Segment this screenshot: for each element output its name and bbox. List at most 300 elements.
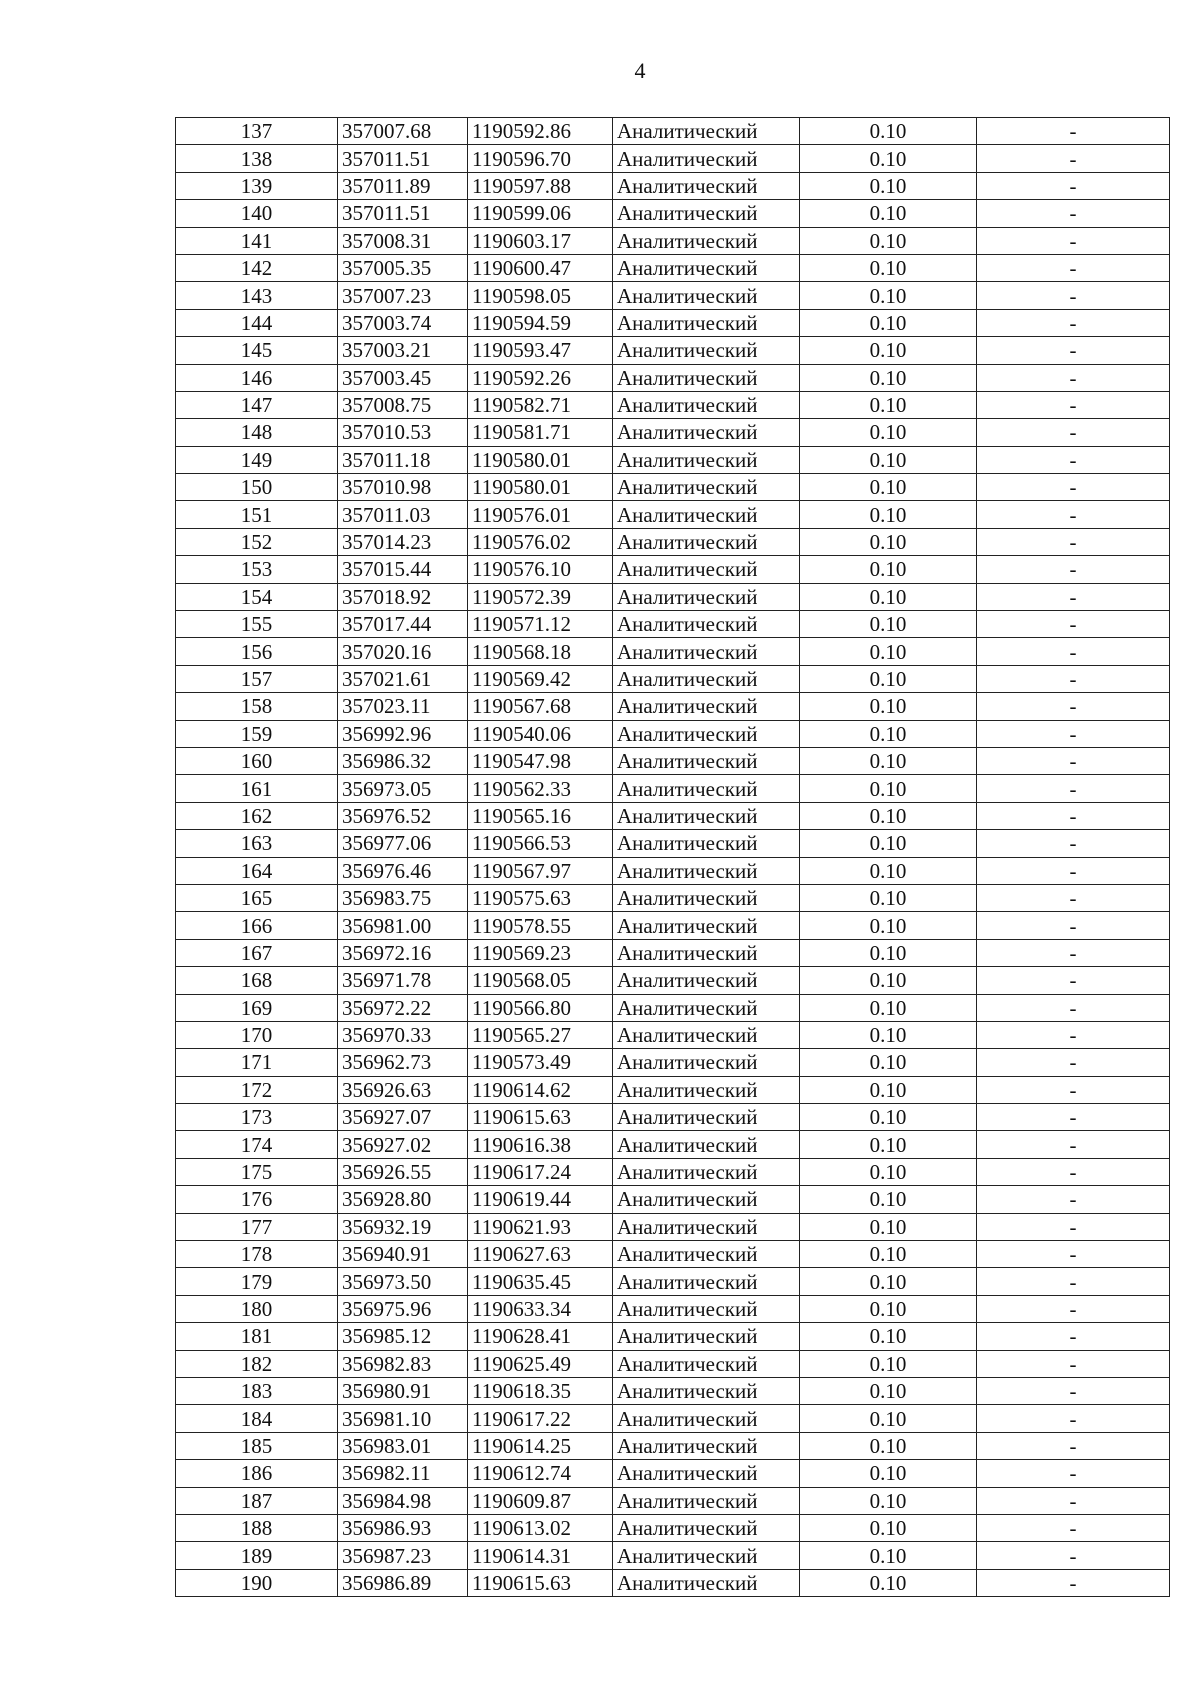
x-coordinate-cell: 356982.11 [338,1460,468,1487]
accuracy-cell: 0.10 [800,884,977,911]
description-cell: - [977,556,1170,583]
accuracy-cell: 0.10 [800,1241,977,1268]
description-cell: - [977,528,1170,555]
description-cell: - [977,720,1170,747]
y-coordinate-cell: 1190603.17 [468,227,613,254]
point-number-cell: 138 [176,145,338,172]
y-coordinate-cell: 1190540.06 [468,720,613,747]
point-number-cell: 189 [176,1542,338,1569]
accuracy-cell: 0.10 [800,1323,977,1350]
x-coordinate-cell: 356981.10 [338,1405,468,1432]
y-coordinate-cell: 1190597.88 [468,172,613,199]
accuracy-cell: 0.10 [800,939,977,966]
table-row [176,1295,1170,1322]
x-coordinate-cell: 357011.18 [338,446,468,473]
description-cell: - [977,1104,1170,1131]
method-cell: Аналитический [613,884,800,911]
method-cell: Аналитический [613,1295,800,1322]
table-row [176,1487,1170,1514]
point-number-cell: 155 [176,611,338,638]
y-coordinate-cell: 1190581.71 [468,419,613,446]
method-cell: Аналитический [613,1432,800,1459]
y-coordinate-cell: 1190592.26 [468,364,613,391]
y-coordinate-cell: 1190635.45 [468,1268,613,1295]
description-cell: - [977,172,1170,199]
method-cell: Аналитический [613,802,800,829]
x-coordinate-cell: 356926.55 [338,1158,468,1185]
point-number-cell: 159 [176,720,338,747]
x-coordinate-cell: 357011.51 [338,200,468,227]
x-coordinate-cell: 357021.61 [338,665,468,692]
description-cell: - [977,912,1170,939]
x-coordinate-cell: 357011.03 [338,501,468,528]
y-coordinate-cell: 1190625.49 [468,1350,613,1377]
table-row [176,118,1170,145]
point-number-cell: 185 [176,1432,338,1459]
method-cell: Аналитический [613,1460,800,1487]
table-row [176,802,1170,829]
point-number-cell: 169 [176,994,338,1021]
description-cell: - [977,1460,1170,1487]
description-cell: - [977,1076,1170,1103]
method-cell: Аналитический [613,967,800,994]
y-coordinate-cell: 1190614.31 [468,1542,613,1569]
point-number-cell: 164 [176,857,338,884]
table-body [176,118,1170,1597]
description-cell: - [977,802,1170,829]
method-cell: Аналитический [613,638,800,665]
y-coordinate-cell: 1190628.41 [468,1323,613,1350]
table-row [176,1186,1170,1213]
description-cell: - [977,611,1170,638]
description-cell: - [977,1021,1170,1048]
accuracy-cell: 0.10 [800,556,977,583]
description-cell: - [977,967,1170,994]
table-row [176,994,1170,1021]
table-row [176,583,1170,610]
method-cell: Аналитический [613,474,800,501]
method-cell: Аналитический [613,1542,800,1569]
method-cell: Аналитический [613,693,800,720]
method-cell: Аналитический [613,282,800,309]
y-coordinate-cell: 1190594.59 [468,309,613,336]
table-row [176,309,1170,336]
point-number-cell: 178 [176,1241,338,1268]
point-number-cell: 154 [176,583,338,610]
table-row [176,528,1170,555]
x-coordinate-cell: 356984.98 [338,1487,468,1514]
point-number-cell: 139 [176,172,338,199]
description-cell: - [977,1323,1170,1350]
point-number-cell: 166 [176,912,338,939]
table-row [176,1049,1170,1076]
method-cell: Аналитический [613,1405,800,1432]
point-number-cell: 182 [176,1350,338,1377]
table-row [176,638,1170,665]
method-cell: Аналитический [613,720,800,747]
table-row [176,391,1170,418]
point-number-cell: 190 [176,1569,338,1596]
table-row [176,1076,1170,1103]
description-cell: - [977,1268,1170,1295]
y-coordinate-cell: 1190580.01 [468,446,613,473]
table-row [176,1213,1170,1240]
accuracy-cell: 0.10 [800,912,977,939]
table-row [176,282,1170,309]
method-cell: Аналитический [613,309,800,336]
y-coordinate-cell: 1190615.63 [468,1104,613,1131]
accuracy-cell: 0.10 [800,364,977,391]
table-row [176,1323,1170,1350]
y-coordinate-cell: 1190582.71 [468,391,613,418]
method-cell: Аналитический [613,419,800,446]
method-cell: Аналитический [613,556,800,583]
point-number-cell: 168 [176,967,338,994]
accuracy-cell: 0.10 [800,967,977,994]
x-coordinate-cell: 356972.16 [338,939,468,966]
y-coordinate-cell: 1190573.49 [468,1049,613,1076]
table-row [176,1432,1170,1459]
x-coordinate-cell: 356992.96 [338,720,468,747]
method-cell: Аналитический [613,994,800,1021]
accuracy-cell: 0.10 [800,1432,977,1459]
description-cell: - [977,145,1170,172]
method-cell: Аналитический [613,1514,800,1541]
x-coordinate-cell: 357011.51 [338,145,468,172]
x-coordinate-cell: 356977.06 [338,830,468,857]
table-row [176,172,1170,199]
y-coordinate-cell: 1190614.25 [468,1432,613,1459]
y-coordinate-cell: 1190615.63 [468,1569,613,1596]
y-coordinate-cell: 1190580.01 [468,474,613,501]
accuracy-cell: 0.10 [800,747,977,774]
accuracy-cell: 0.10 [800,118,977,145]
point-number-cell: 141 [176,227,338,254]
y-coordinate-cell: 1190568.05 [468,967,613,994]
accuracy-cell: 0.10 [800,1186,977,1213]
description-cell: - [977,419,1170,446]
method-cell: Аналитический [613,1323,800,1350]
accuracy-cell: 0.10 [800,1350,977,1377]
accuracy-cell: 0.10 [800,611,977,638]
x-coordinate-cell: 357008.31 [338,227,468,254]
accuracy-cell: 0.10 [800,391,977,418]
description-cell: - [977,830,1170,857]
point-number-cell: 167 [176,939,338,966]
x-coordinate-cell: 356976.46 [338,857,468,884]
point-number-cell: 148 [176,419,338,446]
x-coordinate-cell: 356970.33 [338,1021,468,1048]
method-cell: Аналитический [613,1241,800,1268]
coordinates-table [175,117,1170,1597]
x-coordinate-cell: 356986.89 [338,1569,468,1596]
table-row [176,1569,1170,1596]
point-number-cell: 183 [176,1377,338,1404]
description-cell: - [977,200,1170,227]
method-cell: Аналитический [613,337,800,364]
x-coordinate-cell: 357023.11 [338,693,468,720]
point-number-cell: 146 [176,364,338,391]
accuracy-cell: 0.10 [800,528,977,555]
method-cell: Аналитический [613,254,800,281]
accuracy-cell: 0.10 [800,1460,977,1487]
method-cell: Аналитический [613,391,800,418]
point-number-cell: 150 [176,474,338,501]
point-number-cell: 179 [176,1268,338,1295]
accuracy-cell: 0.10 [800,775,977,802]
y-coordinate-cell: 1190578.55 [468,912,613,939]
table-row [176,556,1170,583]
y-coordinate-cell: 1190562.33 [468,775,613,802]
method-cell: Аналитический [613,1350,800,1377]
accuracy-cell: 0.10 [800,1021,977,1048]
accuracy-cell: 0.10 [800,1514,977,1541]
y-coordinate-cell: 1190596.70 [468,145,613,172]
table-row [176,1268,1170,1295]
point-number-cell: 147 [176,391,338,418]
y-coordinate-cell: 1190572.39 [468,583,613,610]
x-coordinate-cell: 356976.52 [338,802,468,829]
accuracy-cell: 0.10 [800,638,977,665]
x-coordinate-cell: 356987.23 [338,1542,468,1569]
description-cell: - [977,638,1170,665]
y-coordinate-cell: 1190576.02 [468,528,613,555]
table-row [176,364,1170,391]
y-coordinate-cell: 1190593.47 [468,337,613,364]
description-cell: - [977,118,1170,145]
point-number-cell: 140 [176,200,338,227]
description-cell: - [977,227,1170,254]
x-coordinate-cell: 356981.00 [338,912,468,939]
method-cell: Аналитический [613,1268,800,1295]
description-cell: - [977,583,1170,610]
x-coordinate-cell: 356983.75 [338,884,468,911]
method-cell: Аналитический [613,501,800,528]
accuracy-cell: 0.10 [800,802,977,829]
accuracy-cell: 0.10 [800,830,977,857]
point-number-cell: 175 [176,1158,338,1185]
description-cell: - [977,282,1170,309]
y-coordinate-cell: 1190619.44 [468,1186,613,1213]
point-number-cell: 160 [176,747,338,774]
method-cell: Аналитический [613,583,800,610]
table-row [176,1460,1170,1487]
y-coordinate-cell: 1190567.97 [468,857,613,884]
y-coordinate-cell: 1190592.86 [468,118,613,145]
y-coordinate-cell: 1190621.93 [468,1213,613,1240]
method-cell: Аналитический [613,939,800,966]
y-coordinate-cell: 1190617.22 [468,1405,613,1432]
accuracy-cell: 0.10 [800,474,977,501]
table-row [176,200,1170,227]
point-number-cell: 181 [176,1323,338,1350]
accuracy-cell: 0.10 [800,1076,977,1103]
accuracy-cell: 0.10 [800,1049,977,1076]
point-number-cell: 145 [176,337,338,364]
table-row [176,720,1170,747]
y-coordinate-cell: 1190612.74 [468,1460,613,1487]
table-row [176,1158,1170,1185]
y-coordinate-cell: 1190614.62 [468,1076,613,1103]
point-number-cell: 144 [176,309,338,336]
x-coordinate-cell: 357015.44 [338,556,468,583]
table-row [176,665,1170,692]
table-row [176,1350,1170,1377]
x-coordinate-cell: 356928.80 [338,1186,468,1213]
method-cell: Аналитический [613,611,800,638]
accuracy-cell: 0.10 [800,1295,977,1322]
y-coordinate-cell: 1190600.47 [468,254,613,281]
description-cell: - [977,1049,1170,1076]
method-cell: Аналитический [613,1487,800,1514]
table-row [176,747,1170,774]
description-cell: - [977,337,1170,364]
accuracy-cell: 0.10 [800,693,977,720]
description-cell: - [977,446,1170,473]
x-coordinate-cell: 357020.16 [338,638,468,665]
accuracy-cell: 0.10 [800,1405,977,1432]
x-coordinate-cell: 356973.05 [338,775,468,802]
accuracy-cell: 0.10 [800,419,977,446]
x-coordinate-cell: 356985.12 [338,1323,468,1350]
table-row [176,939,1170,966]
accuracy-cell: 0.10 [800,1487,977,1514]
y-coordinate-cell: 1190569.23 [468,939,613,966]
method-cell: Аналитический [613,1569,800,1596]
y-coordinate-cell: 1190567.68 [468,693,613,720]
description-cell: - [977,474,1170,501]
description-cell: - [977,1514,1170,1541]
point-number-cell: 151 [176,501,338,528]
x-coordinate-cell: 356986.32 [338,747,468,774]
x-coordinate-cell: 356927.02 [338,1131,468,1158]
y-coordinate-cell: 1190565.27 [468,1021,613,1048]
table-row [176,912,1170,939]
accuracy-cell: 0.10 [800,337,977,364]
description-cell: - [977,693,1170,720]
point-number-cell: 176 [176,1186,338,1213]
table-row [176,1241,1170,1268]
point-number-cell: 142 [176,254,338,281]
y-coordinate-cell: 1190627.63 [468,1241,613,1268]
point-number-cell: 162 [176,802,338,829]
point-number-cell: 143 [176,282,338,309]
method-cell: Аналитический [613,364,800,391]
x-coordinate-cell: 356973.50 [338,1268,468,1295]
y-coordinate-cell: 1190566.80 [468,994,613,1021]
point-number-cell: 172 [176,1076,338,1103]
point-number-cell: 177 [176,1213,338,1240]
x-coordinate-cell: 356975.96 [338,1295,468,1322]
description-cell: - [977,884,1170,911]
method-cell: Аналитический [613,857,800,884]
accuracy-cell: 0.10 [800,665,977,692]
method-cell: Аналитический [613,1131,800,1158]
x-coordinate-cell: 357007.68 [338,118,468,145]
x-coordinate-cell: 356982.83 [338,1350,468,1377]
y-coordinate-cell: 1190599.06 [468,200,613,227]
method-cell: Аналитический [613,200,800,227]
x-coordinate-cell: 357003.74 [338,309,468,336]
method-cell: Аналитический [613,528,800,555]
x-coordinate-cell: 356962.73 [338,1049,468,1076]
accuracy-cell: 0.10 [800,1268,977,1295]
x-coordinate-cell: 356980.91 [338,1377,468,1404]
x-coordinate-cell: 357010.98 [338,474,468,501]
y-coordinate-cell: 1190598.05 [468,282,613,309]
description-cell: - [977,939,1170,966]
method-cell: Аналитический [613,1076,800,1103]
x-coordinate-cell: 357017.44 [338,611,468,638]
description-cell: - [977,1213,1170,1240]
x-coordinate-cell: 357011.89 [338,172,468,199]
y-coordinate-cell: 1190617.24 [468,1158,613,1185]
method-cell: Аналитический [613,145,800,172]
point-number-cell: 174 [176,1131,338,1158]
accuracy-cell: 0.10 [800,1569,977,1596]
y-coordinate-cell: 1190633.34 [468,1295,613,1322]
accuracy-cell: 0.10 [800,720,977,747]
accuracy-cell: 0.10 [800,583,977,610]
method-cell: Аналитический [613,775,800,802]
description-cell: - [977,994,1170,1021]
y-coordinate-cell: 1190616.38 [468,1131,613,1158]
description-cell: - [977,1405,1170,1432]
accuracy-cell: 0.10 [800,446,977,473]
x-coordinate-cell: 356927.07 [338,1104,468,1131]
x-coordinate-cell: 356926.63 [338,1076,468,1103]
description-cell: - [977,1158,1170,1185]
point-number-cell: 163 [176,830,338,857]
method-cell: Аналитический [613,1049,800,1076]
description-cell: - [977,1377,1170,1404]
accuracy-cell: 0.10 [800,1131,977,1158]
y-coordinate-cell: 1190569.42 [468,665,613,692]
point-number-cell: 152 [176,528,338,555]
accuracy-cell: 0.10 [800,227,977,254]
method-cell: Аналитический [613,665,800,692]
point-number-cell: 157 [176,665,338,692]
x-coordinate-cell: 357018.92 [338,583,468,610]
page-number: 4 [634,58,646,83]
point-number-cell: 180 [176,1295,338,1322]
y-coordinate-cell: 1190566.53 [468,830,613,857]
accuracy-cell: 0.10 [800,1542,977,1569]
description-cell: - [977,309,1170,336]
accuracy-cell: 0.10 [800,254,977,281]
description-cell: - [977,1569,1170,1596]
table-row [176,857,1170,884]
description-cell: - [977,1542,1170,1569]
point-number-cell: 156 [176,638,338,665]
description-cell: - [977,665,1170,692]
table-row [176,1405,1170,1432]
method-cell: Аналитический [613,1021,800,1048]
description-cell: - [977,747,1170,774]
accuracy-cell: 0.10 [800,1104,977,1131]
description-cell: - [977,857,1170,884]
point-number-cell: 153 [176,556,338,583]
y-coordinate-cell: 1190576.01 [468,501,613,528]
point-number-cell: 137 [176,118,338,145]
accuracy-cell: 0.10 [800,282,977,309]
method-cell: Аналитический [613,1104,800,1131]
method-cell: Аналитический [613,172,800,199]
accuracy-cell: 0.10 [800,501,977,528]
accuracy-cell: 0.10 [800,145,977,172]
method-cell: Аналитический [613,830,800,857]
table-row [176,611,1170,638]
